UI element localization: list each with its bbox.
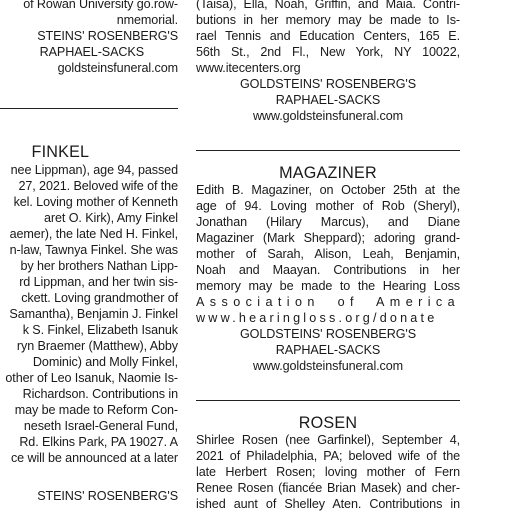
funeral-home-name: GOLDSTEINS' ROSENBERG'S [239,327,417,341]
funeral-home-sub: RAPHAEL-SACKS [275,343,381,357]
obituary-text-line: late Herbert Rosen; loving mother of Fern [196,465,460,479]
obituary-text-line: k S. Finkel, Elizabeth Isanuk [22,323,178,337]
section-divider [0,108,178,109]
funeral-home-name: GOLDSTEINS' ROSENBERG'S [239,77,417,91]
obituary-text-line: Edith B. Magaziner, on October 25th at the [196,183,460,197]
obituary-text-line: 27, 2021. Beloved wife of the [18,179,178,193]
obituary-text-line: Noah and Maayan. Contributions in her [196,263,460,277]
obituary-text-line: Rd. Elkins Park, PA 19027. A [19,435,178,449]
obituary-text-line: ished aunt of Shelley Aten. Contributions in [196,497,460,511]
obituary-text-line: aemer), the late Ned H. Finkel, [9,227,178,241]
obituary-text-line: age of 94. Loving mother of Rob (Sheryl), [196,199,460,213]
obituary-heading-finkel: FINKEL [31,142,90,161]
text-line: nmemorial. [116,13,178,27]
obituary-text-line: Shirlee Rosen (nee Garfinkel), September 4, [196,433,460,447]
obituary-text-line: ckett. Loving grandmother of [21,291,178,305]
obituary-text-line: Samantha), Benjamin J. Finkel [9,307,178,321]
text-line: rael Tennis and Education Centers, 165 E. [196,29,460,43]
obituary-text-line: Richardson. Contributions in [22,387,178,401]
funeral-home-url: www.goldsteinsfuneral.com [252,359,404,373]
obituary-text-line: kel. Loving mother of Kenneth [13,195,178,209]
text-line: butions in her memory may be made to Is- [196,13,460,27]
obituary-text-line: Magaziner (Mark Sheppard); adoring grand- [196,231,460,245]
obituary-text-line: 2021 of Philadelphia, PA; beloved wife of the [196,449,460,463]
obituary-heading-magaziner: MAGAZINER [279,163,377,182]
obituary-text-line: Renee Rosen (fiancée Brian Masek) and cher- [196,481,460,495]
obituary-text-line: ce will be announced at a later [10,451,178,465]
obituary-heading-rosen: ROSEN [298,413,358,432]
funeral-home-url: www.goldsteinsfuneral.com [252,109,404,123]
text-line: (Taisa), Ella, Noah, Griffin, and Maia. Contri- [196,0,460,11]
funeral-home-sub: RAPHAEL-SACKS [275,93,381,107]
funeral-home-sub: RAPHAEL-SACKS [39,45,144,59]
obituary-text-line: mother of Sarah, Alison, Leah, Benjamin, [196,247,460,261]
section-divider [196,400,460,401]
obituary-text-line: Association of America [196,295,460,309]
right-column [196,0,460,512]
obituary-text-line: aret O. Kirk), Amy Finkel [44,211,178,225]
text-line: of Rowan University go.row- [23,0,178,11]
funeral-home-url: goldsteinsfuneral.com [57,61,178,75]
funeral-home-name: STEINS' ROSENBERG'S [37,489,178,503]
section-divider [196,150,460,151]
text-line: www.itecenters.org [196,61,301,75]
donation-url: www.hearingloss.org/donate [196,311,438,325]
obituary-text-line: Jonathan (Hilary Marcus), and Diane [196,215,460,229]
funeral-home-name: STEINS' ROSENBERG'S [37,29,178,43]
obituary-text-line: ryn Braemer (Matthew), Abby [16,339,178,353]
obituary-text-line: by her brothers Nathan Lipp- [20,259,178,273]
obituary-text-line: n-law, Tawnya Finkel. She was [9,243,178,257]
obituary-text-line: memory may be made to the Hearing Loss [196,279,460,293]
left-column [0,0,184,512]
obituary-text-line: Dominic) and Molly Finkel, [32,355,178,369]
text-line: 56th St., 2nd Fl., New York, NY 10022, [196,45,460,59]
obituary-text-line: other of Leo Isanuk, Naomie Is- [5,371,178,385]
obituary-text-line: neseth Israel-General Fund, [23,419,178,433]
obituary-text-line: rd Lippman, and her twin sis- [19,275,178,289]
obituary-text-line: may be made to Reform Con- [14,403,178,417]
obituary-text-line: nee Lippman), age 94, passed [10,163,178,177]
